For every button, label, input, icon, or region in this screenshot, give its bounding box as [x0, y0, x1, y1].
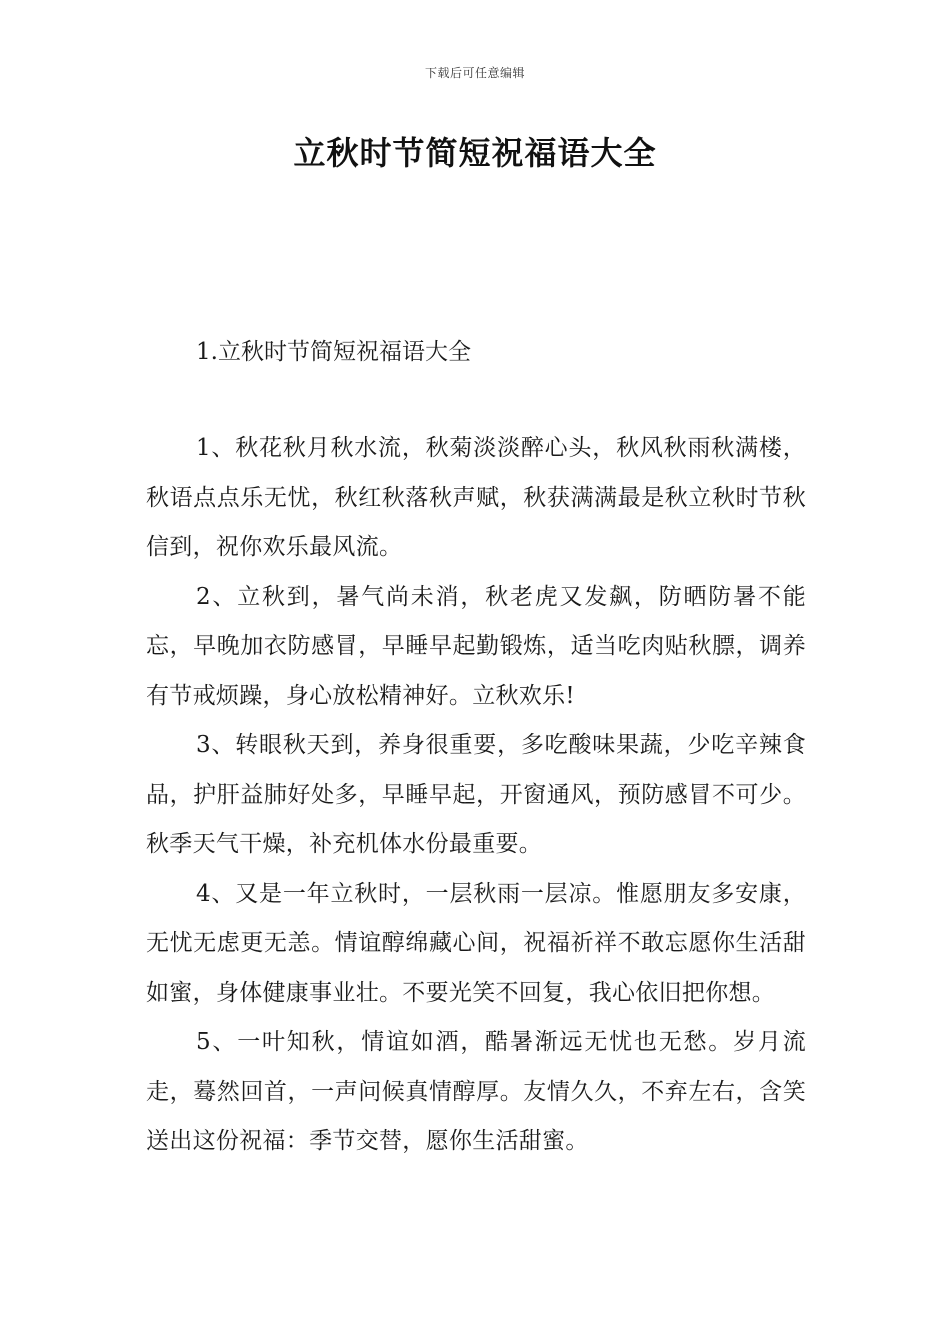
paragraph-1: 1、秋花秋月秋水流，秋菊淡淡醉心头，秋风秋雨秋满楼，秋语点点乐无忧，秋红秋落秋声赋，秋获满满最是秋立秋时节秋信到，祝你欢乐最风流。: [146, 435, 806, 560]
paragraph-3: 3、转眼秋天到，养身很重要，多吃酸味果蔬，少吃辛辣食品，护肝益肺好处多，早睡早起，开窗通风，预防感冒不可少。秋季天气干燥，补充机体水份最重要。: [146, 732, 806, 857]
paragraph-4: 4、又是一年立秋时，一层秋雨一层凉。惟愿朋友多安康，无忧无虑更无恙。情谊醇绵藏心间，祝福祈祥不敢忘愿你生活甜如蜜，身体健康事业壮。不要光笑不回复，我心依旧把你想。: [146, 880, 806, 1006]
header-note: 下载后可任意编辑: [424, 66, 525, 80]
document-body: [146, 424, 806, 1167]
page-title: 立秋时节简短祝福语大全: [293, 134, 657, 172]
section-heading: 1.立秋时节简短祝福语大全: [196, 339, 471, 365]
paragraph-2: 2、立秋到，暑气尚未消，秋老虎又发飙，防晒防暑不能忘，早晚加衣防感冒，早睡早起勤锻炼，适当吃肉贴秋膘，调养有节戒烦躁，身心放松精神好。立秋欢乐!: [146, 583, 806, 709]
paragraph-5: 5、一叶知秋，情谊如酒，酷暑渐远无忧也无愁。岁月流走，蓦然回首，一声问候真情醇厚。友情久久，不弃左右，含笑送出这份祝福：季节交替，愿你生活甜蜜。: [146, 1029, 806, 1154]
